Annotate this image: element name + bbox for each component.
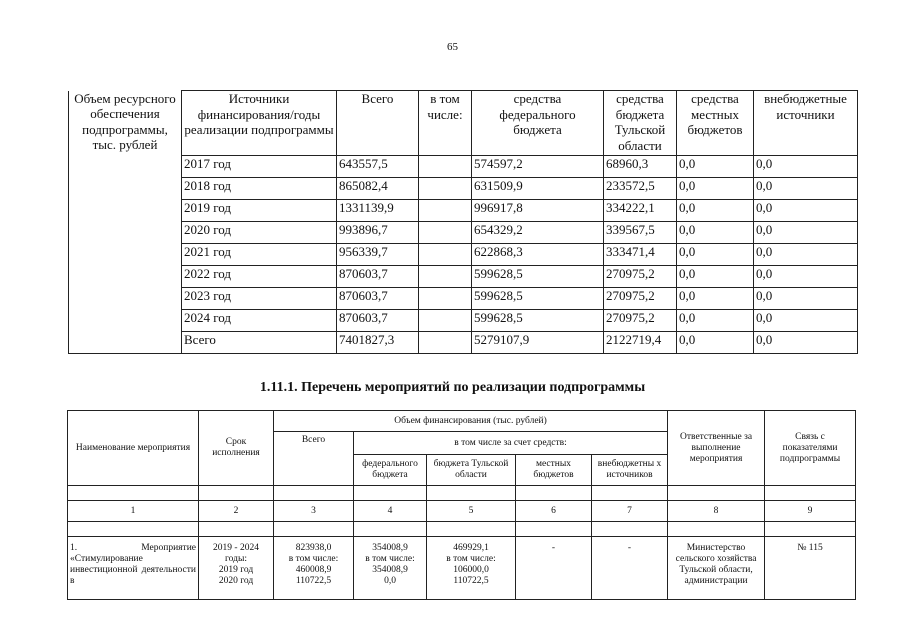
year-cell: 2018 год bbox=[182, 178, 337, 200]
column-number: 6 bbox=[516, 501, 592, 522]
extra-cell: 0,0 bbox=[754, 266, 858, 288]
year-cell: 2017 год bbox=[182, 156, 337, 178]
resource-row-label: Объем ресурсного обеспечения подпрограммы, тыс. рублей bbox=[74, 90, 176, 152]
local-cell: 0,0 bbox=[677, 266, 754, 288]
column-numbers-row bbox=[68, 501, 856, 522]
including-cell bbox=[419, 222, 472, 244]
header-total: Всего bbox=[337, 91, 419, 156]
federal-cell: 654329,2 bbox=[472, 222, 604, 244]
federal-cell: 599628,5 bbox=[472, 266, 604, 288]
local-cell: 0,0 bbox=[677, 178, 754, 200]
regional-cell: 68960,3 bbox=[604, 156, 677, 178]
activity-regional: 469929,1 в том числе: 106000,0 110722,5 bbox=[427, 537, 516, 600]
table-row bbox=[69, 156, 858, 178]
row-label-spacer bbox=[69, 288, 182, 310]
activity-total: 823938,0 в том числе: 460008,9 110722,5 bbox=[274, 537, 354, 600]
header-regional: бюджета Тульской области bbox=[427, 455, 516, 486]
table-row bbox=[69, 244, 858, 266]
header-funding: Объем финансирования (тыс. рублей) bbox=[274, 411, 668, 432]
header-including: в том числе: bbox=[419, 91, 472, 156]
row-label-spacer bbox=[69, 222, 182, 244]
header-including-sources: в том числе за счет средств: bbox=[354, 432, 668, 455]
regional-cell: 270975,2 bbox=[604, 266, 677, 288]
column-number: 7 bbox=[592, 501, 668, 522]
including-cell bbox=[419, 244, 472, 266]
column-number: 5 bbox=[427, 501, 516, 522]
total-cell: 643557,5 bbox=[337, 156, 419, 178]
header-federal: федерального бюджета bbox=[354, 455, 427, 486]
header-sources: Источники финансирования/годы реализации подпрограммы bbox=[182, 91, 337, 156]
table-row bbox=[69, 178, 858, 200]
header-link: Связь с показателями подпрограммы bbox=[765, 411, 856, 486]
table-row bbox=[69, 222, 858, 244]
year-cell: 2019 год bbox=[182, 200, 337, 222]
header-name: Наименование мероприятия bbox=[68, 411, 199, 486]
including-cell bbox=[419, 178, 472, 200]
column-number: 2 bbox=[199, 501, 274, 522]
header-local: средства местных бюджетов bbox=[677, 91, 754, 156]
local-cell: 0,0 bbox=[677, 200, 754, 222]
federal-cell: 5279107,9 bbox=[472, 332, 604, 354]
regional-cell: 270975,2 bbox=[604, 288, 677, 310]
federal-cell: 622868,3 bbox=[472, 244, 604, 266]
regional-cell: 2122719,4 bbox=[604, 332, 677, 354]
total-cell: 870603,7 bbox=[337, 310, 419, 332]
including-cell bbox=[419, 200, 472, 222]
local-cell: 0,0 bbox=[677, 222, 754, 244]
table-row bbox=[69, 288, 858, 310]
row-label-spacer bbox=[69, 244, 182, 266]
extra-cell: 0,0 bbox=[754, 288, 858, 310]
table-row bbox=[69, 266, 858, 288]
regional-cell: 333471,4 bbox=[604, 244, 677, 266]
total-cell: 7401827,3 bbox=[337, 332, 419, 354]
activity-local: - bbox=[516, 537, 592, 600]
extra-cell: 0,0 bbox=[754, 178, 858, 200]
row-label-cell bbox=[69, 91, 182, 156]
table-row bbox=[68, 537, 856, 600]
column-number: 3 bbox=[274, 501, 354, 522]
row-label-spacer bbox=[69, 200, 182, 222]
federal-cell: 574597,2 bbox=[472, 156, 604, 178]
activities-table bbox=[67, 410, 856, 600]
extra-cell: 0,0 bbox=[754, 156, 858, 178]
year-cell: Всего bbox=[182, 332, 337, 354]
section-title: 1.11.1. Перечень мероприятий по реализации подпрограммы bbox=[259, 380, 646, 395]
column-number: 9 bbox=[765, 501, 856, 522]
regional-cell: 334222,1 bbox=[604, 200, 677, 222]
total-cell: 865082,4 bbox=[337, 178, 419, 200]
extra-cell: 0,0 bbox=[754, 222, 858, 244]
row-label-spacer bbox=[69, 156, 182, 178]
header-local: местных бюджетов bbox=[516, 455, 592, 486]
federal-cell: 599628,5 bbox=[472, 288, 604, 310]
table-row bbox=[69, 310, 858, 332]
row-label-spacer bbox=[69, 310, 182, 332]
header-responsible: Ответственные за выполнение мероприятия bbox=[668, 411, 765, 486]
including-cell bbox=[419, 156, 472, 178]
header-extra: внебюджетные источники bbox=[754, 91, 858, 156]
column-number: 4 bbox=[354, 501, 427, 522]
header-federal: средства федерального бюджета bbox=[472, 91, 604, 156]
column-number: 1 bbox=[68, 501, 199, 522]
year-cell: 2021 год bbox=[182, 244, 337, 266]
total-cell: 1331139,9 bbox=[337, 200, 419, 222]
column-number: 8 bbox=[668, 501, 765, 522]
header-term: Срок исполнения bbox=[199, 411, 274, 486]
year-cell: 2022 год bbox=[182, 266, 337, 288]
local-cell: 0,0 bbox=[677, 288, 754, 310]
row-label-spacer bbox=[69, 332, 182, 354]
extra-cell: 0,0 bbox=[754, 200, 858, 222]
federal-cell: 631509,9 bbox=[472, 178, 604, 200]
total-cell: 870603,7 bbox=[337, 266, 419, 288]
extra-cell: 0,0 bbox=[754, 332, 858, 354]
regional-cell: 270975,2 bbox=[604, 310, 677, 332]
including-cell bbox=[419, 266, 472, 288]
including-cell bbox=[419, 310, 472, 332]
table-row-total bbox=[69, 332, 858, 354]
row-label-spacer bbox=[69, 178, 182, 200]
year-cell: 2020 год bbox=[182, 222, 337, 244]
local-cell: 0,0 bbox=[677, 310, 754, 332]
activity-responsible: Министерство сельского хозяйства Тульской области, администрации bbox=[668, 537, 765, 600]
year-cell: 2024 год bbox=[182, 310, 337, 332]
activity-federal: 354008,9 в том числе: 354008,9 0,0 bbox=[354, 537, 427, 600]
year-cell: 2023 год bbox=[182, 288, 337, 310]
activity-extra: - bbox=[592, 537, 668, 600]
total-cell: 993896,7 bbox=[337, 222, 419, 244]
local-cell: 0,0 bbox=[677, 156, 754, 178]
extra-cell: 0,0 bbox=[754, 244, 858, 266]
including-cell bbox=[419, 332, 472, 354]
regional-cell: 233572,5 bbox=[604, 178, 677, 200]
page-number: 65 bbox=[447, 41, 458, 53]
local-cell: 0,0 bbox=[677, 332, 754, 354]
row-label-spacer bbox=[69, 266, 182, 288]
local-cell: 0,0 bbox=[677, 244, 754, 266]
resource-table bbox=[68, 90, 858, 354]
federal-cell: 996917,8 bbox=[472, 200, 604, 222]
activity-name: 1. Мероприятие «Стимулирование инвестиционной деятельности в bbox=[68, 537, 199, 600]
total-cell: 956339,7 bbox=[337, 244, 419, 266]
federal-cell: 599628,5 bbox=[472, 310, 604, 332]
header-regional: средства бюджета Тульской области bbox=[604, 91, 677, 156]
extra-cell: 0,0 bbox=[754, 310, 858, 332]
header-extra: внебюджетны х источников bbox=[592, 455, 668, 486]
activity-link: № 115 bbox=[765, 537, 856, 600]
table-row bbox=[69, 200, 858, 222]
total-cell: 870603,7 bbox=[337, 288, 419, 310]
regional-cell: 339567,5 bbox=[604, 222, 677, 244]
header-total: Всего bbox=[274, 432, 354, 486]
including-cell bbox=[419, 288, 472, 310]
activity-term: 2019 - 2024 годы: 2019 год 2020 год bbox=[199, 537, 274, 600]
